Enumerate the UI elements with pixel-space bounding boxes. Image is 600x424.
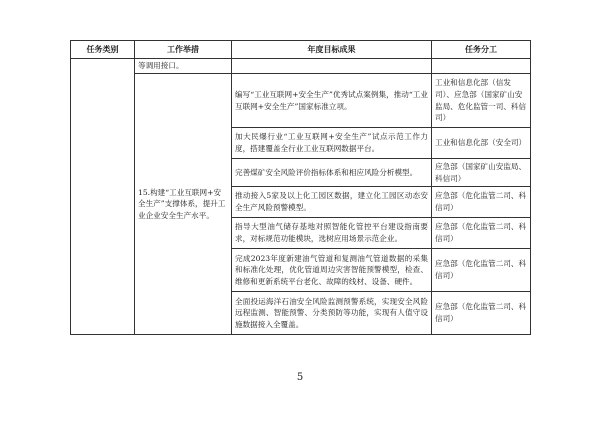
owner-cell: 应急部（危化监管二司、科信司） <box>432 292 531 335</box>
goal-cell: 指导大型油气储存基地对照智能化管控平台建设指南要求，对标规范功能模块，选树应用场景示范企业。 <box>232 218 432 249</box>
owner-cell: 应急部（危化监管二司、科信司） <box>432 218 531 249</box>
owner-cell: 应急部（危化监管二司、科信司） <box>432 187 531 218</box>
header-measure: 工作举措 <box>135 41 232 59</box>
page-number: 5 <box>296 372 304 383</box>
owner-cell: 工业和信息化部（信发司）、应急部（国家矿山安监局、危化监管一司、科信司） <box>432 74 531 128</box>
goal-cell: 加大民爆行业“工业互联网+安全生产”试点示范工作力度，搭建覆盖全行业工业互联网数据平台。 <box>232 128 432 159</box>
goal-cell: 完成2023年度新建油气管道和复测油气管道数据的采集和标准化处理，优化管道周边灾害智能预警模型，检查、维修和更新系统平台老化、故障的线材、设备、硬件。 <box>232 249 432 292</box>
owner-cell <box>432 59 531 74</box>
goal-cell: 推动接入5家及以上化工园区数据，建立化工园区动态安全生产风险预警模型。 <box>232 187 432 218</box>
header-owner: 任务分工 <box>432 41 531 59</box>
header-category: 任务类别 <box>71 41 135 59</box>
category-cell <box>71 59 135 335</box>
task-table <box>70 40 531 335</box>
owner-cell: 应急部（危化监管二司、科信司） <box>432 249 531 292</box>
goal-cell: 完善煤矿安全风险评价指标体系和相应风险分析模型。 <box>232 159 432 187</box>
table-row <box>71 59 531 74</box>
goal-cell: 全面投运海洋石油安全风险监测预警系统，实现安全风险远程监测、智能预警、分类预防等功能，实现有人值守设施数据接入全覆盖。 <box>232 292 432 335</box>
prev-measure-cell: 等调用接口。 <box>135 59 232 74</box>
goal-cell: 编写“工业互联网+安全生产”优秀试点案例集，推动“工业互联网+安全生产”国家标准立项。 <box>232 74 432 128</box>
table-header-row <box>71 41 531 59</box>
table-row <box>71 74 531 128</box>
goal-cell <box>232 59 432 74</box>
owner-cell: 工业和信息化部（安全司） <box>432 128 531 159</box>
header-goal: 年度目标成果 <box>232 41 432 59</box>
measure-15-cell: 15.构建“工业互联网+安全生产”支撑体系，提升工业企业安全生产水平。 <box>135 74 232 335</box>
owner-cell: 应急部（国家矿山安监局、科信司） <box>432 159 531 187</box>
